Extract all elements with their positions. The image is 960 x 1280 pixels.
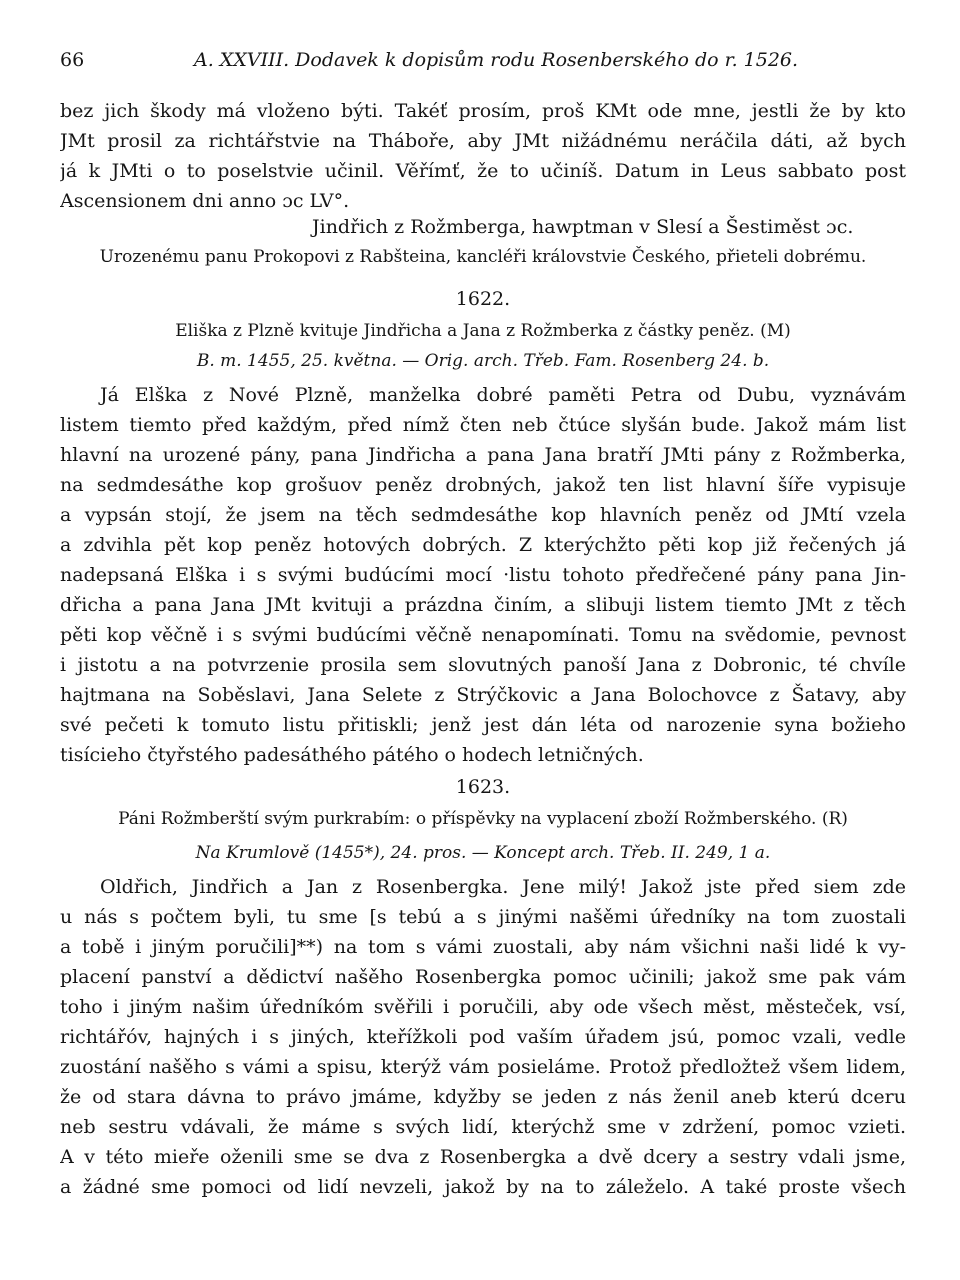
signature-block [60, 212, 906, 242]
address-block [60, 242, 906, 272]
text-line: JMt prosil za richtářstvie na Tháboře, aby JMt nižádnému neráčila dáti, až bych [60, 130, 906, 152]
text-line: že od stara dávna to právo jmáme, kdyžby se jeden z nás ženil aneb kterú dceru [60, 1086, 906, 1108]
text-line: bez jich škody má vloženo býti. Takéť prosím, proš KMt ode mne, jestli že by kto [60, 100, 906, 122]
document-summary: Páni Rožmberští svým purkrabím: o příspěvky na vyplacení zboží Rožmberského. (R) [118, 809, 848, 829]
text-line: i jistotu a na potvrzenie prosila sem slovutných panoší Jana z Dobronic, té chvíle [60, 654, 906, 676]
continuation-paragraph [60, 96, 906, 216]
document-1623-body [60, 872, 906, 1202]
text-line: Ascensionem dni anno ɔc LV°. [60, 190, 350, 212]
text-line: své pečeti k tomuto listu přitiskli; jenž jest dán léta od narozenie syna božieho [60, 714, 906, 736]
text-line: richtářóv, hajných i s jiných, kteřížkoli pod vaším úřadem jsú, pomoc vzali, vedle [60, 1026, 906, 1048]
document-1622-body [60, 380, 906, 770]
document-summary: Eliška z Plzně kvituje Jindřicha a Jana z Rožmberka z částky peněz. (M) [175, 321, 791, 341]
text-line: placení panství a dědictví našěho Rosenbergka pomoc učinili; jakož sme pak vám [60, 966, 906, 988]
running-title: A. XXVIII. Dodavek k dopisům rodu Rosenberského do r. 1526. [194, 49, 799, 71]
text-line: na sedmdesáthe kop grošuov peněz drobných, jakož ten list hlavní šíře vypisuje [60, 474, 906, 496]
document-1622-summary [60, 316, 906, 346]
text-line: hajtmana na Soběslavi, Jana Selete z Strýčkovic a Jana Bolochovce z Šatavy, aby [60, 684, 906, 706]
document-number: 1623. [455, 776, 511, 798]
document-1623-summary [60, 804, 906, 834]
text-line: a vypsán stojí, že jsem na těch sedmdesáthe kop hlavních peněz od JMtí vzela [60, 504, 906, 526]
text-line: nadepsaná Elška i s svými budúcími mocí ·listu tohoto předřečené pány pana Jin- [60, 564, 906, 586]
address-line: Urozenému panu Prokopovi z Rabšteina, kancléři královstvie Českého, přieteli dobrému. [99, 247, 867, 267]
document-1623-number [60, 772, 906, 802]
document-1623-source [60, 838, 906, 868]
text-line: hlavní na urozené pány, pana Jindřicha a pana Jana bratří JMti pány z Rožmberka, [60, 444, 906, 466]
text-line: A v této mieře oženili sme se dva z Rosenbergka a dvě dcery a sestry vdali jsme, [60, 1146, 906, 1168]
text-line: pěti kop věčně i s svými budúcími věčně nenapomínati. Tomu na svědomie, pevnost [60, 624, 906, 646]
text-line: listem tiemto před každým, před nímž čten neb čtúce slyšán bude. Jakož mám list [60, 414, 906, 436]
text-line: u nás s počtem byli, tu sme [s tebú a s jinými našěmi úředníky na tom zuostali [60, 906, 906, 928]
text-line: dřicha a pana Jana JMt kvituji a prázdna činím, a slibuji listem tiemto JMt z těch [60, 594, 906, 616]
document-1622-number [60, 284, 906, 314]
text-line: já k JMti o to poselstvie učinil. Věřímť, že to učiníš. Datum in Leus sabbato post [60, 160, 906, 182]
document-1622-source [60, 346, 906, 376]
text-line: a žádné sme pomoci od lidí nevzeli, jakož by na to záleželo. A také proste všech [60, 1176, 906, 1198]
text-line: toho i jiným našim úředníkóm svěřili i poručili, aby ode všech měst, městeček, vsí, [60, 996, 906, 1018]
text-line: neb sestru vdávali, že máme s svých lidí, kterýchž sme v zdržení, pomoc vzieti. [60, 1116, 906, 1138]
running-head [60, 46, 920, 74]
text-line: a tobě i jiným poručili]**) na tom s vámi zuostali, aby nám všichni naši lidé k vy- [60, 936, 906, 958]
document-number: 1622. [455, 288, 511, 310]
document-source: Na Krumlově (1455*), 24. pros. — Koncept arch. Třeb. II. 249, 1 a. [195, 843, 771, 863]
page-number: 66 [60, 49, 85, 71]
text-line: zuostání našěho s vámi a spisu, kterýž vám posieláme. Protož předložtež všem lidem, [60, 1056, 906, 1078]
text-line: a zdvihla pět kop peněz hotových dobrých. Z kterýchžto pěti kop již řečených já [60, 534, 906, 556]
text-line: tisícieho čtyřstého padesáthého pátého o hodech letničných. [60, 744, 644, 766]
document-source: B. m. 1455, 25. května. — Orig. arch. Třeb. Fam. Rosenberg 24. b. [196, 351, 770, 371]
signature-line: Jindřich z Rožmberga, hawptman v Slesí a Šestiměst ɔc. [312, 216, 854, 238]
text-line: Já Elška z Nové Plzně, manželka dobré paměti Petra od Dubu, vyznávám [100, 384, 906, 406]
text-line: Oldřich, Jindřich a Jan z Rosenbergka. Jene milý! Jakož jste před siem zde [100, 876, 906, 898]
